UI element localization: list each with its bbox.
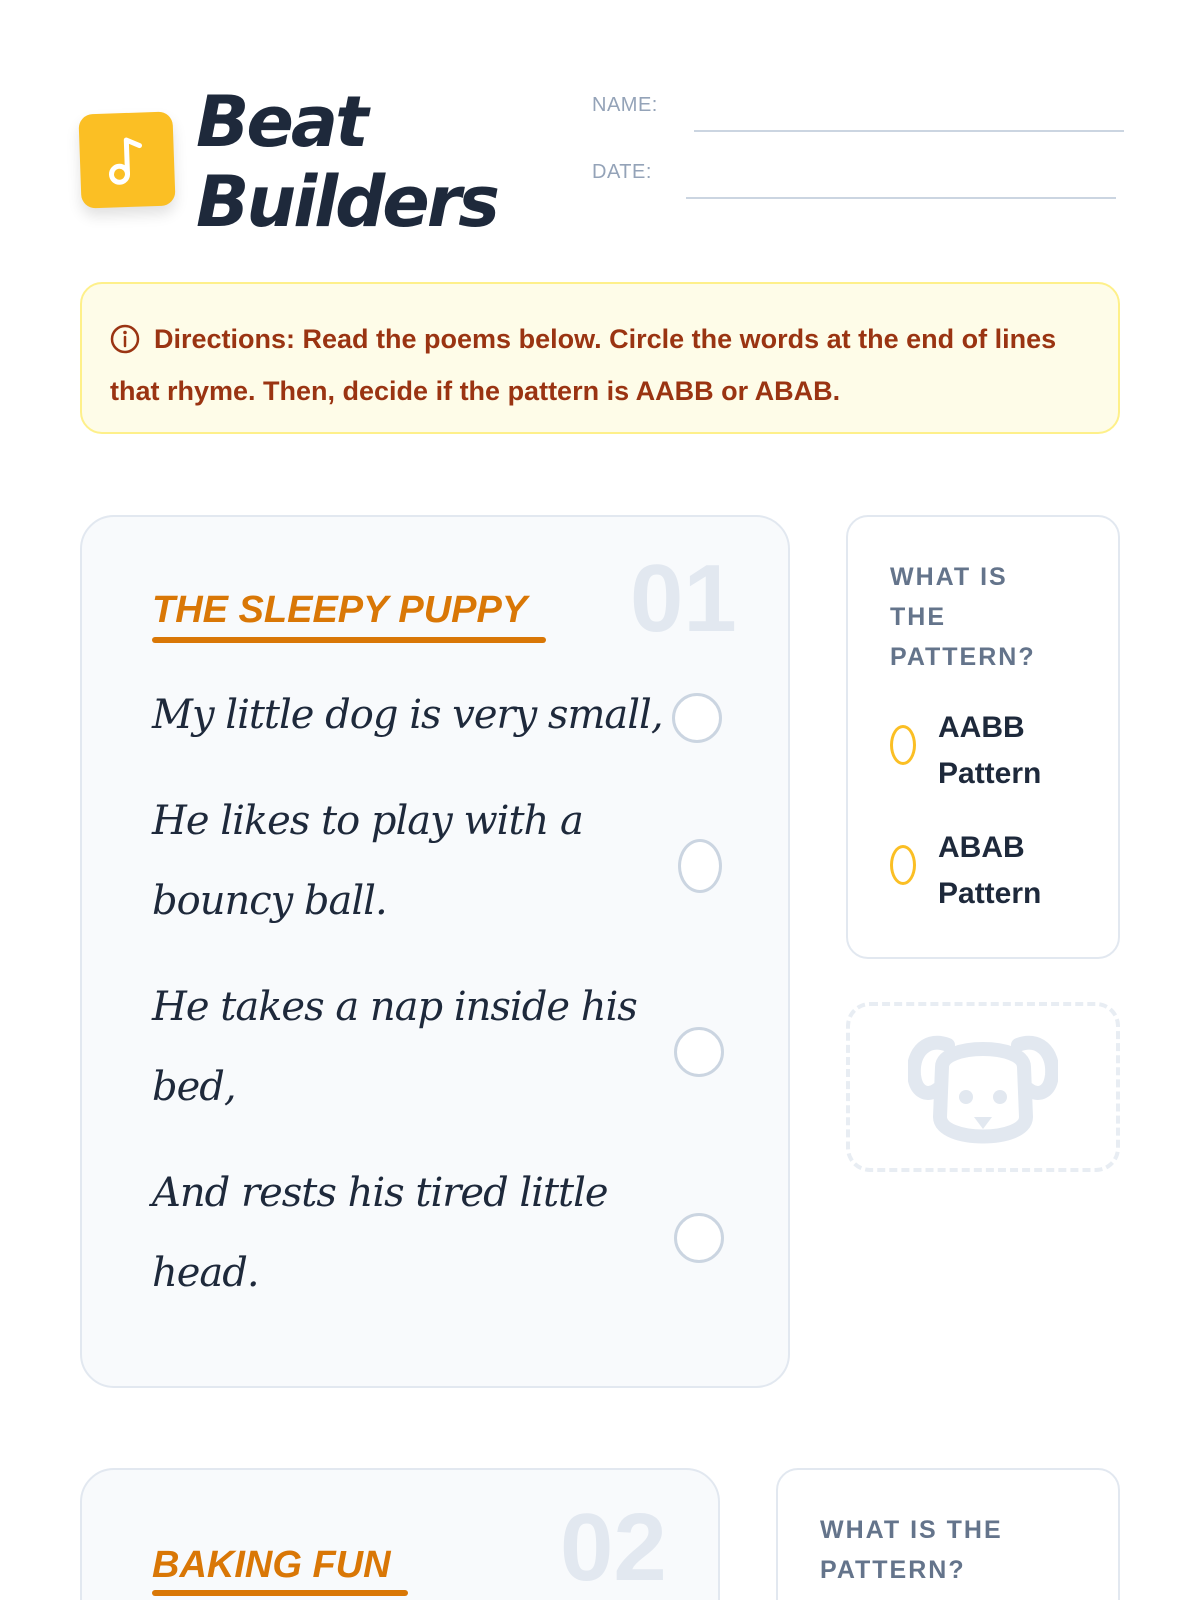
directions-box: [80, 282, 1120, 434]
poem-card-2: [80, 1468, 720, 1600]
option-label-line: AABB: [938, 711, 1025, 744]
poem-line-3b: bed,: [152, 1064, 236, 1110]
poem-number: 02: [560, 1494, 667, 1600]
poem-line-3a: He takes a nap inside his: [152, 984, 637, 1030]
poem-title: THE SLEEPY PUPPY: [152, 589, 528, 631]
pattern-card-1: [846, 515, 1120, 959]
info-icon: [110, 322, 140, 368]
rhyme-circle-2[interactable]: [678, 839, 722, 893]
title-underline: [152, 1590, 408, 1596]
date-label: DATE:: [592, 161, 652, 183]
poem-number: 01: [630, 545, 737, 652]
poem-card-1: [80, 515, 790, 1388]
poem-line-4b: head.: [152, 1250, 259, 1296]
poem-line-2a: He likes to play with a: [152, 798, 583, 844]
pattern-question-line: THE: [890, 603, 946, 631]
option-radio[interactable]: [890, 845, 916, 885]
illustration-box: [846, 1002, 1120, 1172]
logo-badge: [78, 111, 175, 208]
option-label: [938, 825, 1041, 917]
pattern-card-2: [776, 1468, 1120, 1600]
option-label-line: ABAB: [938, 831, 1025, 864]
date-line[interactable]: [686, 197, 1116, 199]
poem-line-4a: And rests his tired little: [152, 1170, 608, 1216]
directions-text: Directions: Read the poems below. Circle the words at the end of lines that rhyme. Then, decide if the pattern is AABB or ABAB.: [110, 324, 1057, 406]
worksheet-title: [196, 82, 556, 242]
poem-line-2b: bouncy ball.: [152, 878, 387, 924]
rhyme-circle-3[interactable]: [674, 1027, 724, 1077]
rhyme-circle-4[interactable]: [674, 1213, 724, 1263]
poem-title: BAKING FUN: [152, 1544, 391, 1586]
pattern-question-line: PATTERN?: [820, 1556, 966, 1584]
poem-line-1: My little dog is very small,: [152, 692, 663, 738]
option-label: [938, 705, 1041, 797]
pattern-question-line: WHAT IS: [890, 563, 1008, 591]
pattern-question: [820, 1510, 1003, 1590]
title-line-2: Builders: [196, 161, 497, 243]
music-note-icon: [101, 129, 153, 191]
option-radio[interactable]: [890, 725, 916, 765]
name-line[interactable]: [694, 130, 1124, 132]
title-underline: [152, 637, 546, 643]
title-line-1: Beat: [196, 81, 366, 163]
dog-face-icon: [908, 1017, 1058, 1157]
pattern-question: [890, 557, 1036, 677]
option-label-line: Pattern: [938, 757, 1042, 790]
option-label-line: Pattern: [938, 877, 1042, 910]
rhyme-circle-1[interactable]: [672, 693, 722, 743]
pattern-question-line: PATTERN?: [890, 643, 1036, 671]
pattern-question-line: WHAT IS THE: [820, 1516, 1003, 1544]
name-label: NAME:: [592, 94, 658, 116]
